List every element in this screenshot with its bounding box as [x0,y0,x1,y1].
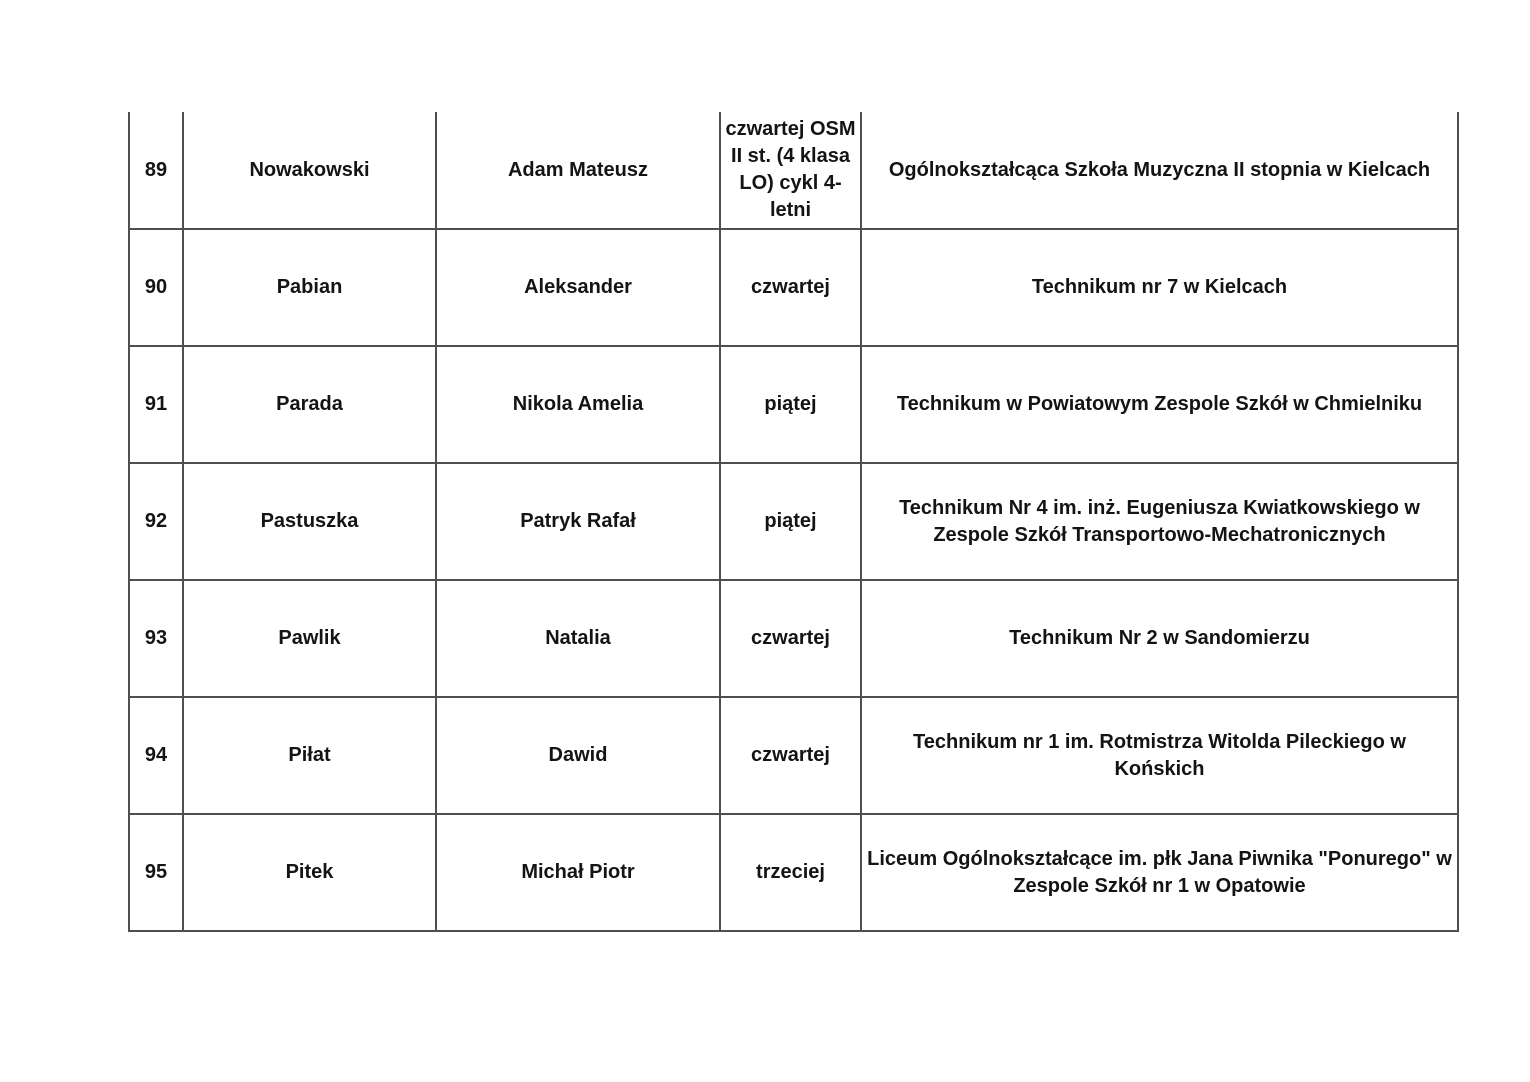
cell-class: czwartej OSM II st. (4 klasa LO) cykl 4-letni [720,112,861,229]
cell-class: czwartej [720,580,861,697]
cell-school: Liceum Ogólnokształcące im. płk Jana Piwnika "Ponurego" w Zespole Szkół nr 1 w Opatowie [861,814,1458,931]
cell-class: trzeciej [720,814,861,931]
table-row [129,229,1458,346]
table-row [129,112,1458,229]
cell-school: Ogólnokształcąca Szkoła Muzyczna II stopnia w Kielcach [861,112,1458,229]
cell-surname: Pitek [183,814,436,931]
cell-surname: Nowakowski [183,112,436,229]
cell-school: Technikum nr 1 im. Rotmistrza Witolda Pileckiego w Końskich [861,697,1458,814]
cell-surname: Parada [183,346,436,463]
cell-first-name: Aleksander [436,229,720,346]
table-row [129,463,1458,580]
cell-first-name: Patryk Rafał [436,463,720,580]
cell-number: 90 [129,229,183,346]
cell-number: 94 [129,697,183,814]
cell-surname: Pastuszka [183,463,436,580]
table-row [129,346,1458,463]
cell-class: czwartej [720,229,861,346]
student-roster-table [128,112,1459,932]
table-row [129,697,1458,814]
cell-first-name: Nikola Amelia [436,346,720,463]
cell-first-name: Dawid [436,697,720,814]
cell-school: Technikum nr 7 w Kielcach [861,229,1458,346]
cell-number: 95 [129,814,183,931]
cell-class: piątej [720,346,861,463]
table-row [129,580,1458,697]
cell-class: czwartej [720,697,861,814]
cell-number: 93 [129,580,183,697]
cell-class: piątej [720,463,861,580]
cell-school: Technikum Nr 2 w Sandomierzu [861,580,1458,697]
cell-school: Technikum Nr 4 im. inż. Eugeniusza Kwiatkowskiego w Zespole Szkół Transportowo-Mechatronicznych [861,463,1458,580]
cell-surname: Piłat [183,697,436,814]
cell-surname: Pabian [183,229,436,346]
cell-number: 92 [129,463,183,580]
cell-first-name: Michał Piotr [436,814,720,931]
cell-school: Technikum w Powiatowym Zespole Szkół w Chmielniku [861,346,1458,463]
cell-first-name: Adam Mateusz [436,112,720,229]
cell-number: 91 [129,346,183,463]
cell-surname: Pawlik [183,580,436,697]
cell-first-name: Natalia [436,580,720,697]
cell-number: 89 [129,112,183,229]
table-row [129,814,1458,931]
